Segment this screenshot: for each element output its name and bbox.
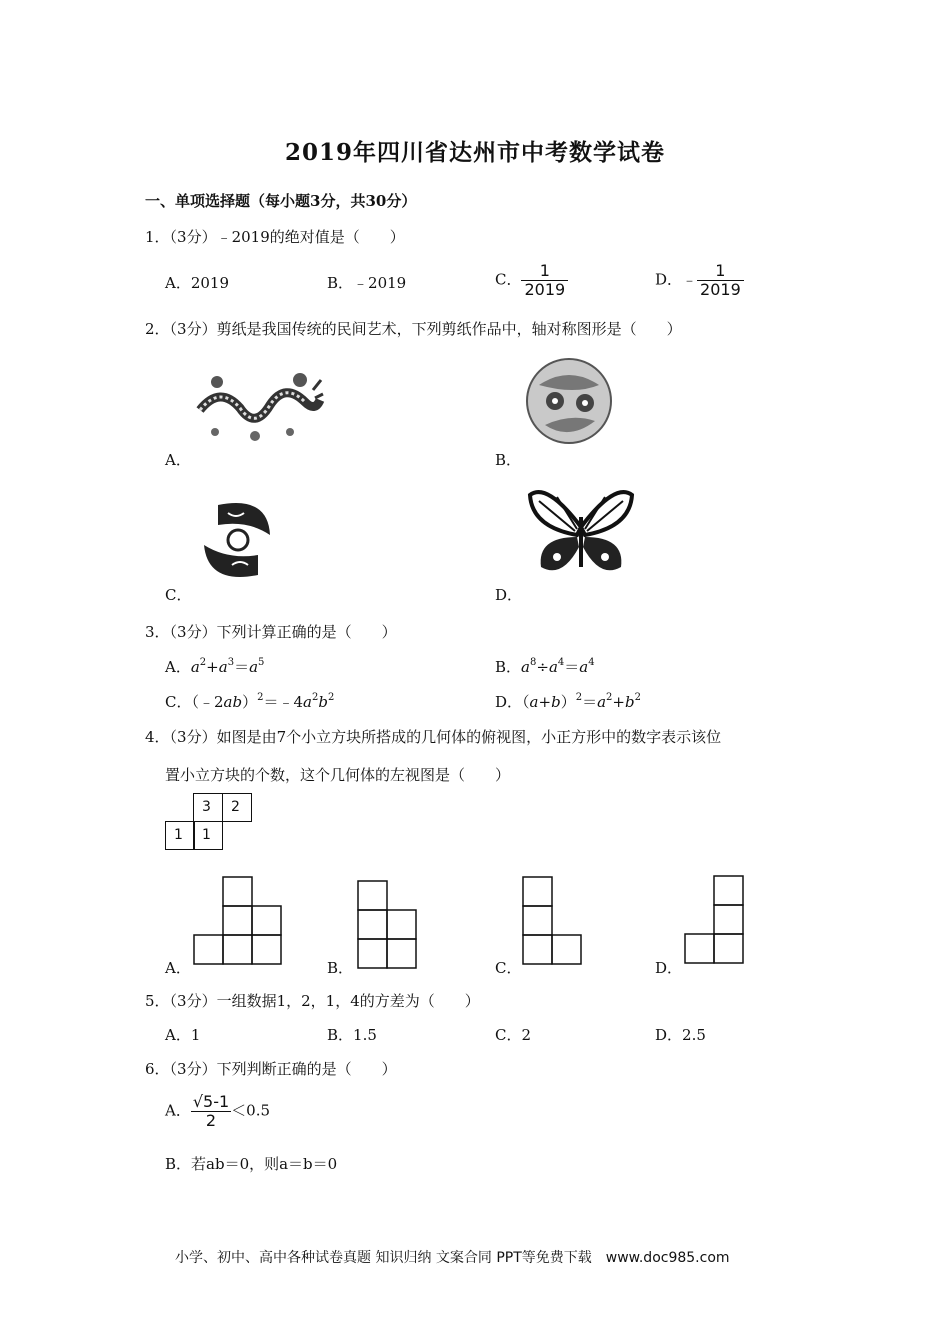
q4-option-a: A． [165,959,191,977]
q5-option-b: B．1.5 [327,1026,377,1044]
q5-stem: 5．（3分）一组数据1，2，1，4的方差为（ ） [145,992,480,1010]
q5-option-d: D．2.5 [655,1026,706,1044]
q6-option-a: A． $\frac{√5-1}{2}$ ＜0.5 [165,1092,271,1130]
grid-cell: 2 [222,793,252,822]
q1-option-b: B．﹣2019 [327,274,407,292]
q4-stem-line2: 置小立方块的个数，这个几何体的左视图是（ ） [165,766,511,784]
q4-figure-b [357,880,419,970]
q4-figure-a [193,876,285,966]
q6-option-b: B．若ab＝0，则a＝b＝0 [165,1155,338,1173]
section-heading: 一、单项选择题（每小题3分，共30分） [145,192,417,210]
q4-figure-d [684,875,746,965]
q3-option-b: B．$a^8\div a^4=a^4$ [495,657,595,676]
q1-c-fraction: $\frac{1}{2019}$ [521,262,568,299]
q2-stem: 2．（3分）剪纸是我国传统的民间艺术，下列剪纸作品中，轴对称图形是（ ） [145,320,682,338]
q4-figure-c [522,876,584,966]
q5-option-c: C．2 [495,1026,532,1044]
q3-option-a: A．$a^2+a^3=a^5$ [165,657,265,676]
q2-option-a: A． [165,451,191,469]
grid-cell: 3 [193,793,223,822]
q1-option-a: A．2019 [165,274,230,292]
q6-a-fraction: $\frac{√5-1}{2}$ [192,1092,230,1130]
q4-option-b: B． [327,959,354,977]
q2-option-c: C． [165,586,192,604]
q4-option-c: C． [495,959,522,977]
fish-circle-papercut-image [525,355,613,447]
q2-option-b: B． [495,451,522,469]
butterfly-papercut-image [527,487,635,579]
q3-option-c: C．$(﹣2ab)^2=﹣4a^2b^2$ [165,692,335,711]
dragon-papercut-image [195,370,325,445]
q3-option-d: D．$(a+b)^2=a^2+b^2$ [495,692,641,711]
grid-cell: 1 [193,821,223,850]
q1-stem: 1．（3分）﹣2019的绝对值是（ ） [145,228,405,246]
q6-stem: 6．（3分）下列判断正确的是（ ） [145,1060,397,1078]
q1-d-label: D．﹣ [655,270,698,289]
q1-d-fraction: $\frac{1}{2019}$ [697,262,744,299]
q1-c-label: C． [495,270,522,289]
q5-option-a: A．1 [165,1026,201,1044]
q1-option-c [495,262,568,299]
page-footer: 小学、初中、高中各种试卷真题 知识归纳 文案合同 PPT等免费下载 www.doc985.com [175,1250,730,1266]
q1-option-d [655,262,744,299]
page-title: 2019年四川省达州市中考数学试卷 [284,139,665,166]
q3-stem: 3．（3分）下列计算正确的是（ ） [145,623,397,641]
q4-stem-line1: 4．（3分）如图是由7个小立方块所搭成的几何体的俯视图，小正方形中的数字表示该位 [145,728,722,746]
q2-option-d: D． [495,586,523,604]
fish-pair-papercut-image [198,495,278,585]
grid-cell: 1 [165,821,195,850]
q4-option-d: D． [655,959,683,977]
